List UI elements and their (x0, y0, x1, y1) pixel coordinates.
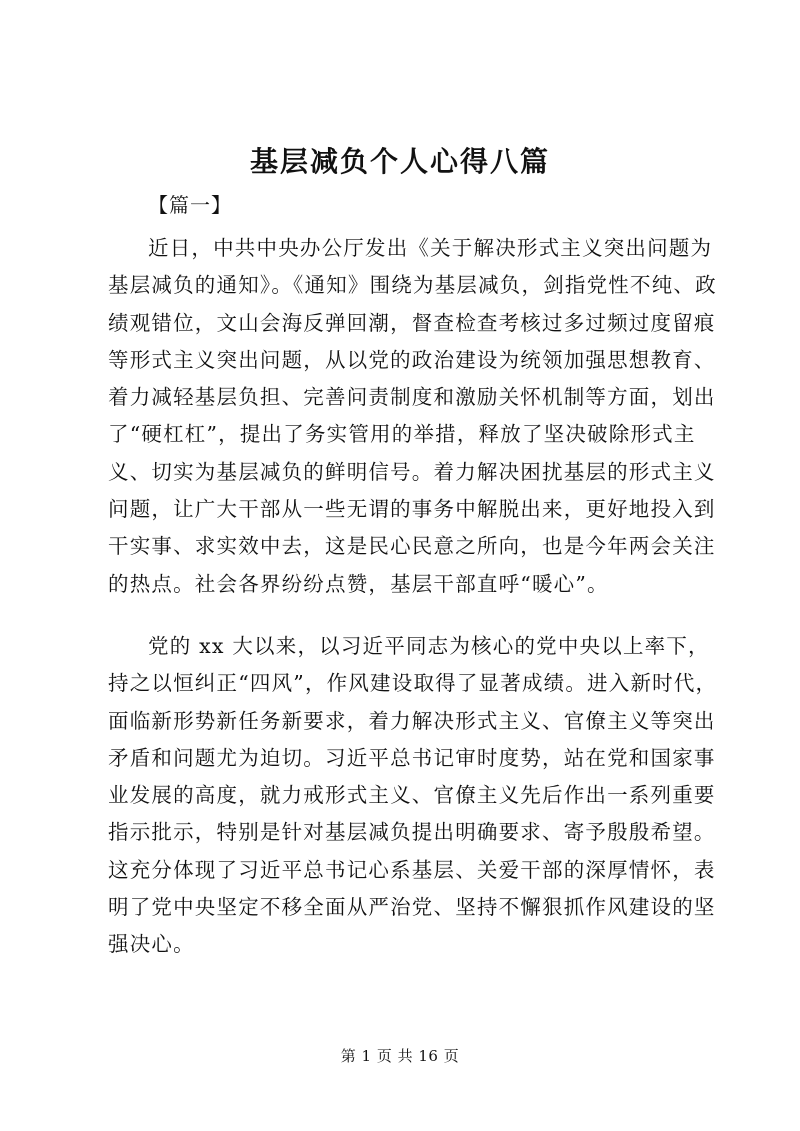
paragraph-line: 了“硬杠杠”，提出了务实管用的举措，释放了坚决破除形式主 (108, 422, 696, 447)
paragraph-line: 问题，让广大干部从一些无谓的事务中解脱出来，更好地投入到 (108, 497, 716, 522)
paragraph-2 (108, 628, 717, 964)
paragraph-line: 明了党中央坚定不移全面从严治党、坚持不懈狠抓作风建设的坚 (108, 895, 716, 920)
paragraph-line: 矛盾和问题尤为迫切。习近平总书记审时度势，站在党和国家事 (108, 745, 716, 770)
paragraph-line: 基层减负的通知》。《通知》围绕为基层减负，剑指党性不纯、政 (108, 273, 717, 298)
paragraph-line: 绩观错位，文山会海反弹回潮，督查检查考核过多过频过度留痕 (108, 310, 716, 335)
paragraph-line: 面临新形势新任务新要求，着力解决形式主义、官僚主义等突出 (108, 708, 716, 733)
paragraph-1 (108, 230, 717, 603)
paragraph-line: 的热点。社会各界纷纷点赞，基层干部直呼“暖心”。 (108, 571, 609, 596)
paragraph-line: 义、切实为基层减负的鲜明信号。着力解决困扰基层的形式主义 (108, 459, 716, 484)
paragraph-line: 党的 xx 大以来，以习近平同志为核心的党中央以上率下， (148, 634, 710, 658)
paragraph-line: 干实事、求实效中去，这是民心民意之所向，也是今年两会关注 (108, 534, 716, 559)
paragraph-line: 这充分体现了习近平总书记心系基层、关爱干部的深厚情怀，表 (108, 857, 716, 882)
paragraph-line: 着力减轻基层负担、完善问责制度和激励关怀机制等方面，划出 (108, 385, 716, 410)
paragraph-line: 指示批示，特别是针对基层减负提出明确要求、寄予殷殷希望。 (108, 820, 716, 845)
paragraph-line: 强决心。 (108, 932, 195, 957)
section-label: 【篇一】 (148, 193, 232, 217)
paragraph-line: 近日，中共中央办公厅发出《关于解决形式主义突出问题为 (148, 236, 713, 260)
paragraph-line: 等形式主义突出问题，从以党的政治建设为统领加强思想教育、 (108, 347, 716, 372)
page-footer: 第 1 页 共 16 页 (340, 1047, 460, 1065)
paragraph-line: 业发展的高度，就力戒形式主义、官僚主义先后作出一系列重要 (108, 783, 716, 808)
document-title: 基层减负个人心得八篇 (249, 145, 550, 178)
paragraph-line: 持之以恒纠正“四风”，作风建设取得了显著成绩。进入新时代， (108, 671, 718, 696)
